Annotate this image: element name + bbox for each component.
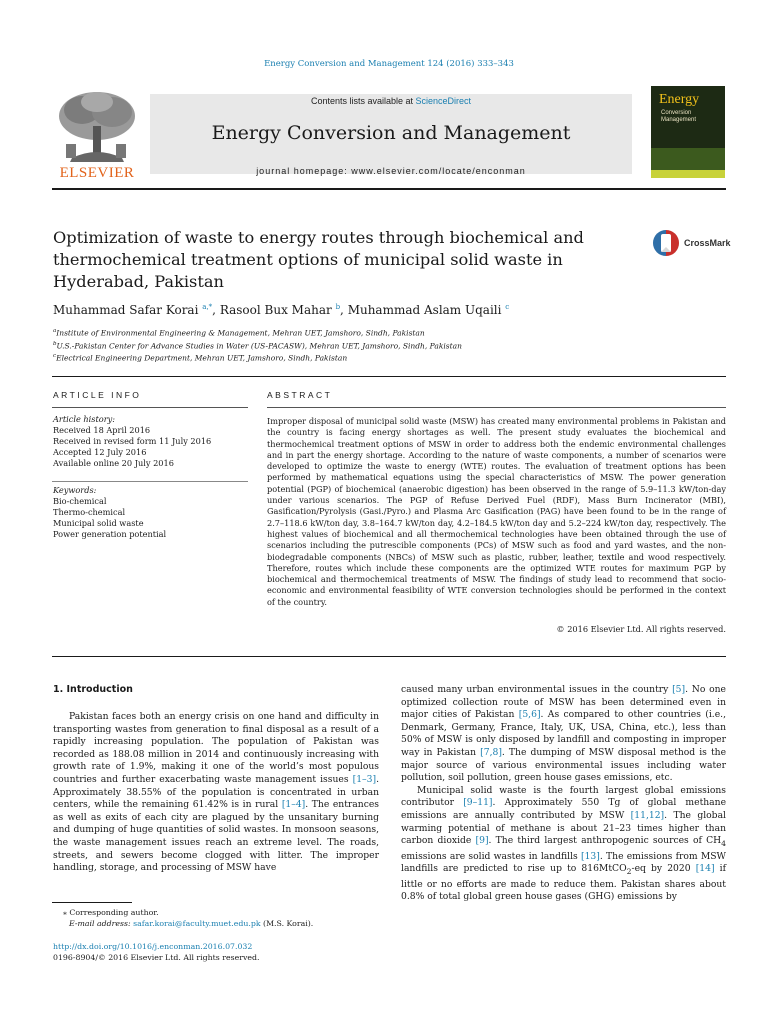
subscript: 4: [721, 838, 727, 848]
cover-subtitle-line-2: Management: [661, 117, 697, 123]
history-item: Received 18 April 2016: [53, 425, 151, 435]
section-heading-introduction: 1. Introduction: [53, 684, 133, 695]
citation-link[interactable]: [9–11]: [463, 797, 493, 809]
text-run: . The entrances as well as exits of each city are plagued by the unsanitary burning and dumping of huge quantities of solid wastes. In monsoon seasons, the waste management issues reach an extreme level. The roads, streets, and sewers become clogged with litter. The improper handling, storage, and processing of MSW have: [53, 799, 379, 874]
journal-homepage-link[interactable]: journal homepage: www.elsevier.com/locate/enconman: [256, 166, 526, 176]
article-history: [53, 414, 249, 469]
affiliation-marker: c: [53, 353, 57, 359]
paper-title: Optimization of waste to energy routes through biochemical and thermochemical treatment options of municipal solid waste in Hyderabad, Pakistan: [53, 228, 584, 291]
subscript: 2: [626, 866, 632, 876]
section-divider: [52, 376, 726, 377]
affiliations: [53, 326, 713, 364]
paragraph: [401, 684, 726, 785]
citation-link[interactable]: [13]: [581, 850, 600, 862]
affiliation-item: [53, 339, 713, 352]
history-item: Available online 20 July 2016: [53, 458, 174, 468]
text-run: . As compared to other countries (i.e., Denmark, Germany, France, Italy, UK, USA, China, etc.), less than 50% of MSW is only disposed by landfill and composting in improper way in Pakistan: [401, 709, 726, 758]
sciencedirect-link[interactable]: ScienceDirect: [415, 96, 472, 106]
crossmark-button[interactable]: [652, 228, 742, 260]
history-label: Article history:: [53, 414, 115, 424]
citation-link[interactable]: [5]: [672, 684, 686, 695]
article-info-divider: [52, 407, 248, 408]
journal-cover-image[interactable]: [651, 86, 725, 178]
author-name[interactable]: Muhammad Aslam Uqaili: [347, 303, 502, 317]
doi-block: [53, 941, 383, 963]
contents-prefix: Contents lists available at: [310, 96, 416, 106]
journal-reference[interactable]: Energy Conversion and Management 124 (2016) 333–343: [264, 59, 514, 69]
citation-link[interactable]: [14]: [695, 863, 715, 875]
footnote-divider: [52, 902, 132, 903]
cover-subtitle-line-1: Conversion: [661, 110, 692, 116]
doi-link[interactable]: http://dx.doi.org/10.1016/j.enconman.2016.07.032: [53, 942, 253, 951]
citation-link[interactable]: [5,6]: [518, 709, 541, 721]
keywords-divider: [52, 481, 248, 482]
crossmark-label: CrossMark: [684, 238, 731, 248]
cover-stripe: [651, 170, 725, 178]
paragraph: [53, 711, 379, 875]
text-run: . Approximately 38.55% of the population is concentrated in urban centers, while the remaining 61.42% is in rural: [53, 773, 379, 811]
author-list: [53, 303, 713, 317]
author-affiliation-marker[interactable]: c: [505, 303, 510, 311]
header-divider: [52, 188, 726, 190]
email-line: [53, 918, 383, 929]
affiliation-marker: b: [53, 340, 57, 347]
masthead: [52, 86, 726, 184]
text-run: . The third largest anthropogenic sources of CH: [488, 835, 722, 847]
citation-link[interactable]: [1–3]: [352, 773, 377, 785]
text-run: Pakistan faces both an energy crisis on one hand and difficulty in transporting wastes from generation to final disposal as a result of a rapidly increasing population. The population of Pakistan was recorded as 188.08 million in 2014 and continuously increasing with growth rate of 1.9%, making it one of the world’s most populous countries and further exacerbating waste management issues: [53, 711, 379, 785]
text-run: . No one optimized collection route of MSW has been determined even in major cities of Pakistan: [401, 684, 726, 721]
journal-title: Energy Conversion and Management: [211, 122, 571, 144]
email-suffix: (M.S. Korai).: [260, 919, 314, 928]
keywords-label: Keywords:: [53, 485, 97, 495]
author-affiliation-marker[interactable]: a,*: [202, 303, 213, 311]
text-run: Municipal solid waste is the fourth largest global emissions contributor: [401, 784, 726, 809]
abstract-copyright: © 2016 Elsevier Ltd. All rights reserved.: [556, 624, 726, 634]
text-run: if little or no efforts are made to reduce them. Pakistan shares about 0.8% of total global green house gases (GHG) emissions by: [401, 863, 727, 903]
citation-link[interactable]: [9]: [475, 835, 489, 847]
history-item: Accepted 12 July 2016: [53, 447, 147, 457]
affiliation-marker: a: [53, 328, 57, 334]
cover-subtitle: [661, 110, 696, 124]
text-run: . The global warming potential of methane is about 21–23 times higher than carbon dioxide: [401, 809, 726, 847]
corresponding-author-note: ⁎ Corresponding author.: [63, 908, 159, 917]
affiliation-text: U.S.-Pakistan Center for Advance Studies in Water (US-PACASW), Mehran UET, Jamshoro, Sindh, Pakistan: [56, 341, 462, 350]
elsevier-wordmark: ELSEVIER: [59, 165, 135, 181]
author-separator: ,: [212, 303, 220, 317]
keyword-item: Municipal solid waste: [53, 518, 144, 528]
abstract-text: Improper disposal of municipal solid waste (MSW) has created many environmental problems in Pakistan and the country is facing energy shortages as well. The present study evaluates the biochemical and thermochemical treatment options of MSW in order to address both the endemic environmental challenges and in part the energy shortage. According to the nature of waste components, a number of scenarios were developed to optimize the waste to energy (WTE) routes. The evaluation of treatment options has been performed by mathematical equations using the special characteristics of MSW. The power generation potential (PGP) of biochemical (anaerobic digestion) has been observed in the range of 5.9–11.3 kW/ton-day under various scenarios. The PGP of Refuse Derived Fuel (RDF), Mass Burn Incinerator (MBI), Gasification/Pyrolysis (Gasi./Pyro.) and Plasma Arc Gasification (PAG) have been found to be in the range of 2.7–118.6 kW/ton day, 3.8–164.7 kW/ton day, 4.2–184.5 kW/ton day and 5.2–224 kW/ton day, respectively. The highest values of biochemical and all thermochemical technologies have been obtained through the use of scenarios including the putrescible components (PCs) of MSW such as food and yard wastes, and the non-biodegradable components (NBCs) of MSW such as plastic, rubber, leather, textile and wood respectively. Therefore, routes which include these components are the optimized WTE routes for maximum PGP by biochemical and thermochemical treatments of MSW. The findings of study lead to recommend that socio-economic and environmental feasibility of WTE conversion technologies should be performed in the context of the country.: [267, 416, 726, 607]
body-divider: [52, 656, 726, 657]
author-name[interactable]: Muhammad Safar Korai: [53, 303, 199, 317]
paragraph: [401, 785, 726, 904]
citation-link[interactable]: [11,12]: [630, 809, 665, 821]
text-run: -eq by 2020: [631, 863, 696, 875]
crossmark-icon: [652, 228, 680, 258]
keyword-item: Power generation potential: [53, 529, 167, 539]
affiliation-text: Institute of Environmental Engineering & Management, Mehran UET, Jamshoro, Sindh, Pakistan: [56, 328, 425, 338]
abstract-heading: ABSTRACT: [267, 390, 333, 400]
text-run: . The emissions from MSW landfills are predicted to rise up to 816MtCO: [401, 850, 726, 875]
affiliation-item: [53, 351, 713, 364]
issn-line: 0196-8904/© 2016 Elsevier Ltd. All rights reserved.: [53, 953, 260, 962]
email-label: E-mail address:: [69, 919, 134, 928]
text-run: . The dumping of MSW disposal method is the major source of various environmental issues including water pollution, soil pollution, green house gases emissions, etc.: [401, 746, 727, 784]
history-item: Received in revised form 11 July 2016: [53, 436, 212, 446]
citation-link[interactable]: [1–4]: [281, 799, 306, 811]
contents-line: [150, 96, 632, 106]
citation-link[interactable]: [7,8]: [480, 746, 502, 758]
keyword-item: Bio-chemical: [53, 496, 107, 506]
author-separator: ,: [340, 303, 348, 317]
text-run: emissions are solid wastes in landfills: [401, 850, 581, 862]
email-link[interactable]: safar.korai@faculty.muet.edu.pk: [133, 919, 261, 928]
text-run: . Approximately 550 Tg of global methane emissions are annually contributed by MSW: [401, 797, 727, 821]
article-info-heading: ARTICLE INFO: [53, 390, 142, 400]
body-column-left: [53, 711, 379, 875]
cover-title: Energy: [659, 92, 700, 107]
author-name[interactable]: Rasool Bux Mahar: [219, 303, 332, 317]
keyword-item: Thermo-chemical: [53, 507, 126, 517]
body-column-right: [401, 684, 726, 904]
affiliation-text: Electrical Engineering Department, Mehran UET, Jamshoro, Sindh, Pakistan: [56, 353, 348, 363]
masthead-banner: [150, 94, 632, 174]
keywords: [53, 485, 249, 540]
affiliation-item: [53, 326, 713, 339]
text-run: caused many urban environmental issues in the country: [401, 684, 673, 695]
footnote: [53, 907, 383, 929]
author-affiliation-marker[interactable]: b: [335, 303, 341, 311]
abstract-divider: [267, 407, 726, 408]
